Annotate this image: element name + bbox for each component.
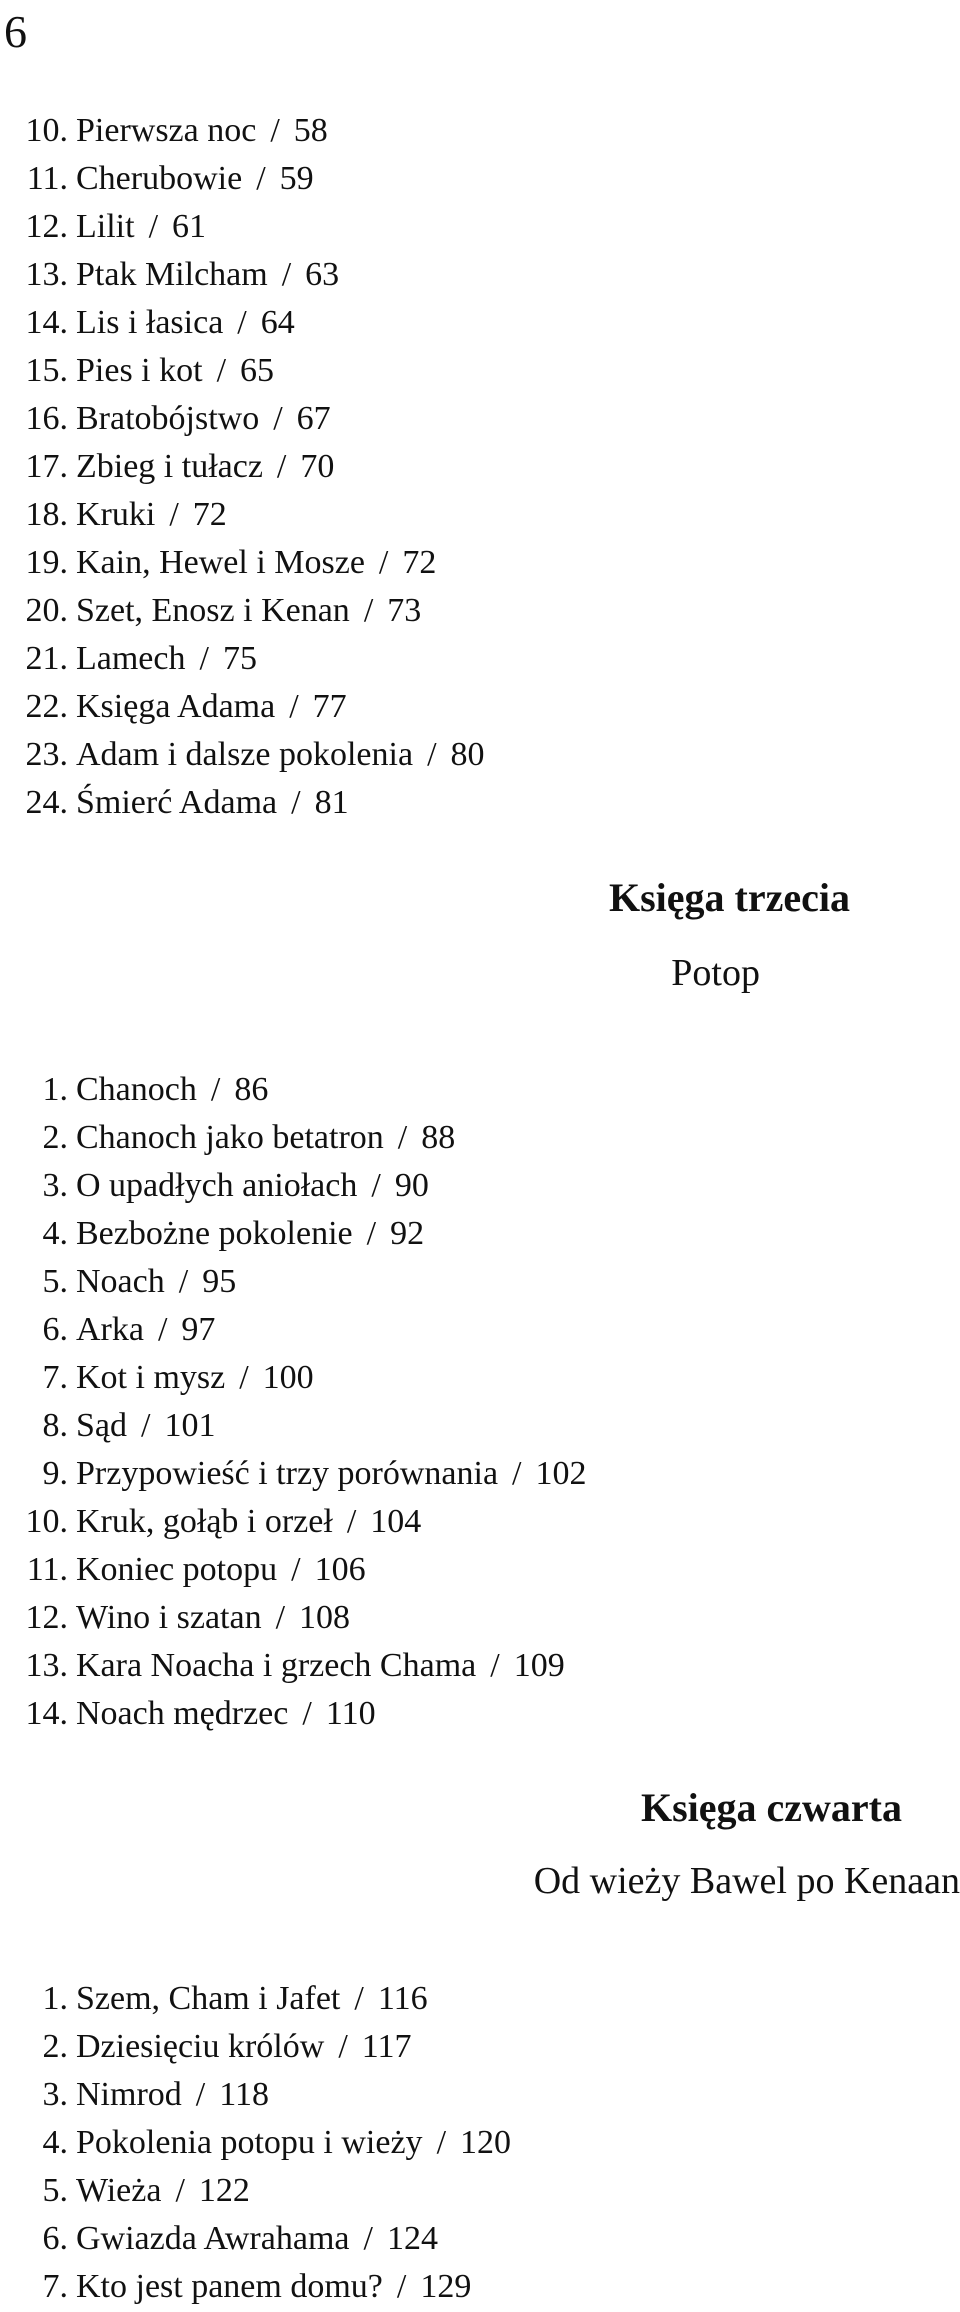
toc-entry-title: Cherubowie [76, 160, 243, 197]
toc-entry [8, 1690, 587, 1738]
toc-entry [8, 2119, 511, 2167]
toc-entry-separator: / [363, 2220, 373, 2257]
toc-entry-separator: / [199, 640, 209, 677]
toc-entry-page: 109 [513, 1647, 565, 1684]
toc-entry-separator: / [239, 1359, 249, 1396]
toc-entry-number: 4. [42, 2124, 68, 2161]
toc-entry-separator: / [512, 1455, 522, 1492]
toc-entry [8, 2023, 511, 2071]
toc-entry-number: 6. [42, 1311, 68, 1348]
toc-entry [8, 1066, 587, 1114]
toc-entry-title: Lilit [76, 208, 135, 245]
toc-entry-title: Pokolenia potopu i wieży [76, 2124, 423, 2161]
toc-entry-separator: / [427, 736, 437, 773]
toc-entry-title: Lamech [76, 640, 186, 677]
toc-entry-title: Kot i mysz [76, 1359, 226, 1396]
toc-entry [8, 1594, 587, 1642]
toc-entry [8, 395, 485, 443]
toc-entry [8, 1402, 587, 1450]
toc-entry-number: 10. [25, 1503, 68, 1540]
toc-list-book-4 [8, 1975, 511, 2311]
toc-entry-page: 118 [219, 2076, 269, 2113]
toc-entry-page: 70 [300, 448, 335, 485]
book-3-subtitle: Potop [671, 952, 760, 994]
toc-entry-separator: / [291, 1551, 301, 1588]
toc-entry [8, 155, 485, 203]
book-4-title: Księga czwarta [640, 1785, 902, 1830]
toc-entry [8, 1498, 587, 1546]
toc-entry [8, 587, 485, 635]
toc-entry-title: Wieża [76, 2172, 162, 2209]
toc-entry-page: 72 [402, 544, 437, 581]
toc-entry-number: 16. [25, 400, 68, 437]
toc-entry-page: 101 [164, 1407, 216, 1444]
toc-entry-separator: / [291, 784, 301, 821]
toc-entry-separator: / [178, 1263, 189, 1300]
toc-entry-number: 14. [25, 304, 68, 341]
toc-entry-title: O upadłych aniołach [76, 1167, 358, 1204]
toc-entry-separator: / [397, 1119, 408, 1156]
toc-entry-separator: / [237, 304, 247, 341]
toc-entry-page: 117 [361, 2028, 412, 2065]
toc-entry-title: Sąd [76, 1407, 127, 1444]
toc-entry-number: 23. [25, 736, 68, 773]
toc-entry-separator: / [354, 1980, 364, 2017]
toc-entry [8, 2071, 511, 2119]
toc-entry-number: 7. [42, 2268, 68, 2305]
toc-entry [8, 1162, 587, 1210]
toc-entry-page: 61 [172, 208, 207, 245]
toc-entry [8, 1306, 587, 1354]
toc-entry-separator: / [366, 1215, 377, 1252]
toc-entry [8, 443, 485, 491]
toc-entry-page: 64 [260, 304, 295, 341]
toc-entry [8, 683, 485, 731]
toc-entry-number: 5. [42, 2172, 68, 2209]
toc-entry-title: Szem, Cham i Jafet [76, 1980, 341, 2017]
toc-entry-number: 1. [42, 1071, 68, 1108]
toc-entry-number: 14. [25, 1695, 68, 1732]
toc-entry-title: Arka [76, 1311, 144, 1348]
toc-entry-separator: / [363, 592, 374, 629]
toc-entry [8, 1354, 587, 1402]
toc-entry-separator: / [371, 1167, 381, 1204]
toc-entry-separator: / [275, 1599, 286, 1636]
toc-entry-number: 3. [42, 1167, 68, 1204]
toc-entry-number: 5. [42, 1263, 68, 1300]
toc-entry-title: Księga Adama [76, 688, 276, 725]
toc-entry-number: 10. [25, 112, 68, 149]
toc-entry [8, 2167, 511, 2215]
toc-entry-title: Gwiazda Awrahama [76, 2220, 350, 2257]
toc-entry-page: 100 [262, 1359, 314, 1396]
toc-entry-title: Chanoch jako betatron [76, 1119, 384, 1156]
toc-entry-number: 7. [42, 1359, 68, 1396]
toc-entry [8, 347, 485, 395]
toc-entry-title: Koniec potopu [76, 1551, 278, 1588]
toc-entry-number: 9. [42, 1455, 68, 1492]
toc-entry-title: Chanoch [76, 1071, 197, 1108]
toc-entry-page: 58 [293, 112, 328, 149]
toc-entry [8, 731, 485, 779]
toc-entry-number: 11. [26, 160, 68, 197]
toc-entry-separator: / [276, 448, 287, 485]
toc-entry-number: 12. [25, 1599, 68, 1636]
toc-entry [8, 2215, 511, 2263]
toc-entry-page: 120 [460, 2124, 512, 2161]
toc-entry [8, 299, 485, 347]
book-3-title: Księga trzecia [609, 875, 850, 920]
toc-entry-number: 3. [42, 2076, 68, 2113]
toc-entry-page: 59 [279, 160, 314, 197]
toc-entry-title: Dziesięciu królów [76, 2028, 325, 2065]
toc-list-book-3 [8, 1066, 587, 1738]
toc-entry-separator: / [270, 112, 280, 149]
toc-entry-title: Przypowieść i trzy porównania [76, 1455, 499, 1492]
toc-entry-number: 24. [25, 784, 68, 821]
toc-entry-separator: / [346, 1503, 357, 1540]
toc-entry-separator: / [378, 544, 389, 581]
toc-entry-page: 104 [370, 1503, 422, 1540]
toc-entry-number: 17. [25, 448, 68, 485]
toc-entry [8, 1258, 587, 1306]
toc-entry-separator: / [436, 2124, 447, 2161]
toc-entry-separator: / [289, 688, 299, 725]
toc-entry-page: 106 [314, 1551, 366, 1588]
toc-entry [8, 107, 485, 155]
toc-entry-title: Pierwsza noc [76, 112, 257, 149]
toc-entry-page: 129 [420, 2268, 472, 2305]
toc-entry-page: 124 [386, 2220, 438, 2257]
toc-entry-page: 116 [377, 1980, 428, 2017]
toc-entry-separator: / [338, 2028, 348, 2065]
toc-entry-page: 102 [535, 1455, 587, 1492]
toc-entry-separator: / [210, 1071, 221, 1108]
toc-entry-separator: / [490, 1647, 500, 1684]
toc-entry-page: 86 [234, 1071, 269, 1108]
toc-entry [8, 1210, 587, 1258]
toc-entry [8, 539, 485, 587]
toc-entry [8, 635, 485, 683]
toc-entry-page: 81 [314, 784, 349, 821]
toc-entry-number: 13. [25, 256, 68, 293]
toc-entry-title: Noach mędrzec [76, 1695, 289, 1732]
toc-entry-page: 73 [387, 592, 422, 629]
toc-entry-page: 80 [450, 736, 485, 773]
toc-list-book-2-continued [8, 107, 485, 827]
toc-entry-separator: / [195, 2076, 206, 2113]
toc-entry-page: 97 [181, 1311, 216, 1348]
toc-entry-title: Kruki [76, 496, 156, 533]
toc-entry-number: 11. [26, 1551, 68, 1588]
page-number: 6 [4, 6, 27, 57]
toc-entry-separator: / [148, 208, 159, 245]
toc-entry-number: 13. [25, 1647, 68, 1684]
toc-entry-number: 2. [42, 1119, 68, 1156]
toc-entry-page: 72 [192, 496, 227, 533]
toc-entry-page: 108 [299, 1599, 351, 1636]
toc-entry-page: 88 [421, 1119, 456, 1156]
toc-entry-separator: / [273, 400, 283, 437]
toc-entry-title: Kto jest panem domu? [76, 2268, 383, 2305]
toc-entry-title: Kara Noacha i grzech Chama [76, 1647, 477, 1684]
toc-entry-page: 77 [312, 688, 347, 725]
toc-entry-title: Kain, Hewel i Mosze [76, 544, 365, 581]
toc-entry-page: 63 [305, 256, 340, 293]
toc-entry-page: 95 [202, 1263, 237, 1300]
toc-entry-title: Adam i dalsze pokolenia [76, 736, 414, 773]
toc-entry-number: 18. [25, 496, 68, 533]
toc-entry [8, 1642, 587, 1690]
toc-entry-page: 75 [222, 640, 257, 677]
toc-entry-title: Nimrod [76, 2076, 182, 2113]
toc-entry-number: 20. [25, 592, 68, 629]
toc-entry-page: 67 [296, 400, 331, 437]
toc-entry-separator: / [216, 352, 227, 389]
toc-entry-separator: / [175, 2172, 185, 2209]
toc-entry-page: 92 [390, 1215, 425, 1252]
toc-entry-number: 8. [42, 1407, 68, 1444]
toc-entry-page: 65 [240, 352, 275, 389]
toc-entry-number: 15. [25, 352, 68, 389]
toc-entry-number: 19. [25, 544, 68, 581]
toc-entry-title: Wino i szatan [76, 1599, 262, 1636]
toc-entry-separator: / [157, 1311, 168, 1348]
toc-entry-separator: / [169, 496, 179, 533]
toc-entry [8, 1975, 511, 2023]
toc-entry-title: Bezbożne pokolenie [76, 1215, 353, 1252]
toc-entry-title: Pies i kot [76, 352, 203, 389]
toc-entry [8, 1114, 587, 1162]
toc-entry-separator: / [141, 1407, 151, 1444]
toc-entry-title: Ptak Milcham [76, 256, 268, 293]
toc-entry-page: 90 [394, 1167, 429, 1204]
toc-entry [8, 2263, 511, 2311]
toc-entry [8, 1546, 587, 1594]
toc-entry-page: 122 [198, 2172, 250, 2209]
toc-entry-separator: / [302, 1695, 312, 1732]
toc-entry [8, 203, 485, 251]
toc-entry-number: 2. [42, 2028, 68, 2065]
toc-entry [8, 1450, 587, 1498]
toc-entry [8, 251, 485, 299]
toc-entry [8, 491, 485, 539]
toc-entry-number: 21. [25, 640, 68, 677]
toc-entry-separator: / [396, 2268, 407, 2305]
book-4-subtitle: Od wieży Bawel po Kenaan [533, 1860, 960, 1902]
toc-entry [8, 779, 485, 827]
toc-entry-title: Kruk, gołąb i orzeł [76, 1503, 333, 1540]
toc-entry-separator: / [281, 256, 292, 293]
toc-entry-title: Śmierć Adama [76, 784, 278, 821]
toc-entry-title: Zbieg i tułacz [76, 448, 263, 485]
toc-entry-number: 12. [25, 208, 68, 245]
toc-entry-title: Szet, Enosz i Kenan [76, 592, 350, 629]
toc-entry-page: 110 [325, 1695, 376, 1732]
toc-entry-title: Lis i łasica [76, 304, 224, 341]
toc-entry-title: Bratobójstwo [76, 400, 260, 437]
toc-entry-number: 6. [42, 2220, 68, 2257]
toc-entry-number: 22. [25, 688, 68, 725]
toc-entry-title: Noach [76, 1263, 165, 1300]
toc-entry-number: 1. [42, 1980, 68, 2017]
toc-entry-number: 4. [42, 1215, 68, 1252]
toc-entry-separator: / [256, 160, 266, 197]
